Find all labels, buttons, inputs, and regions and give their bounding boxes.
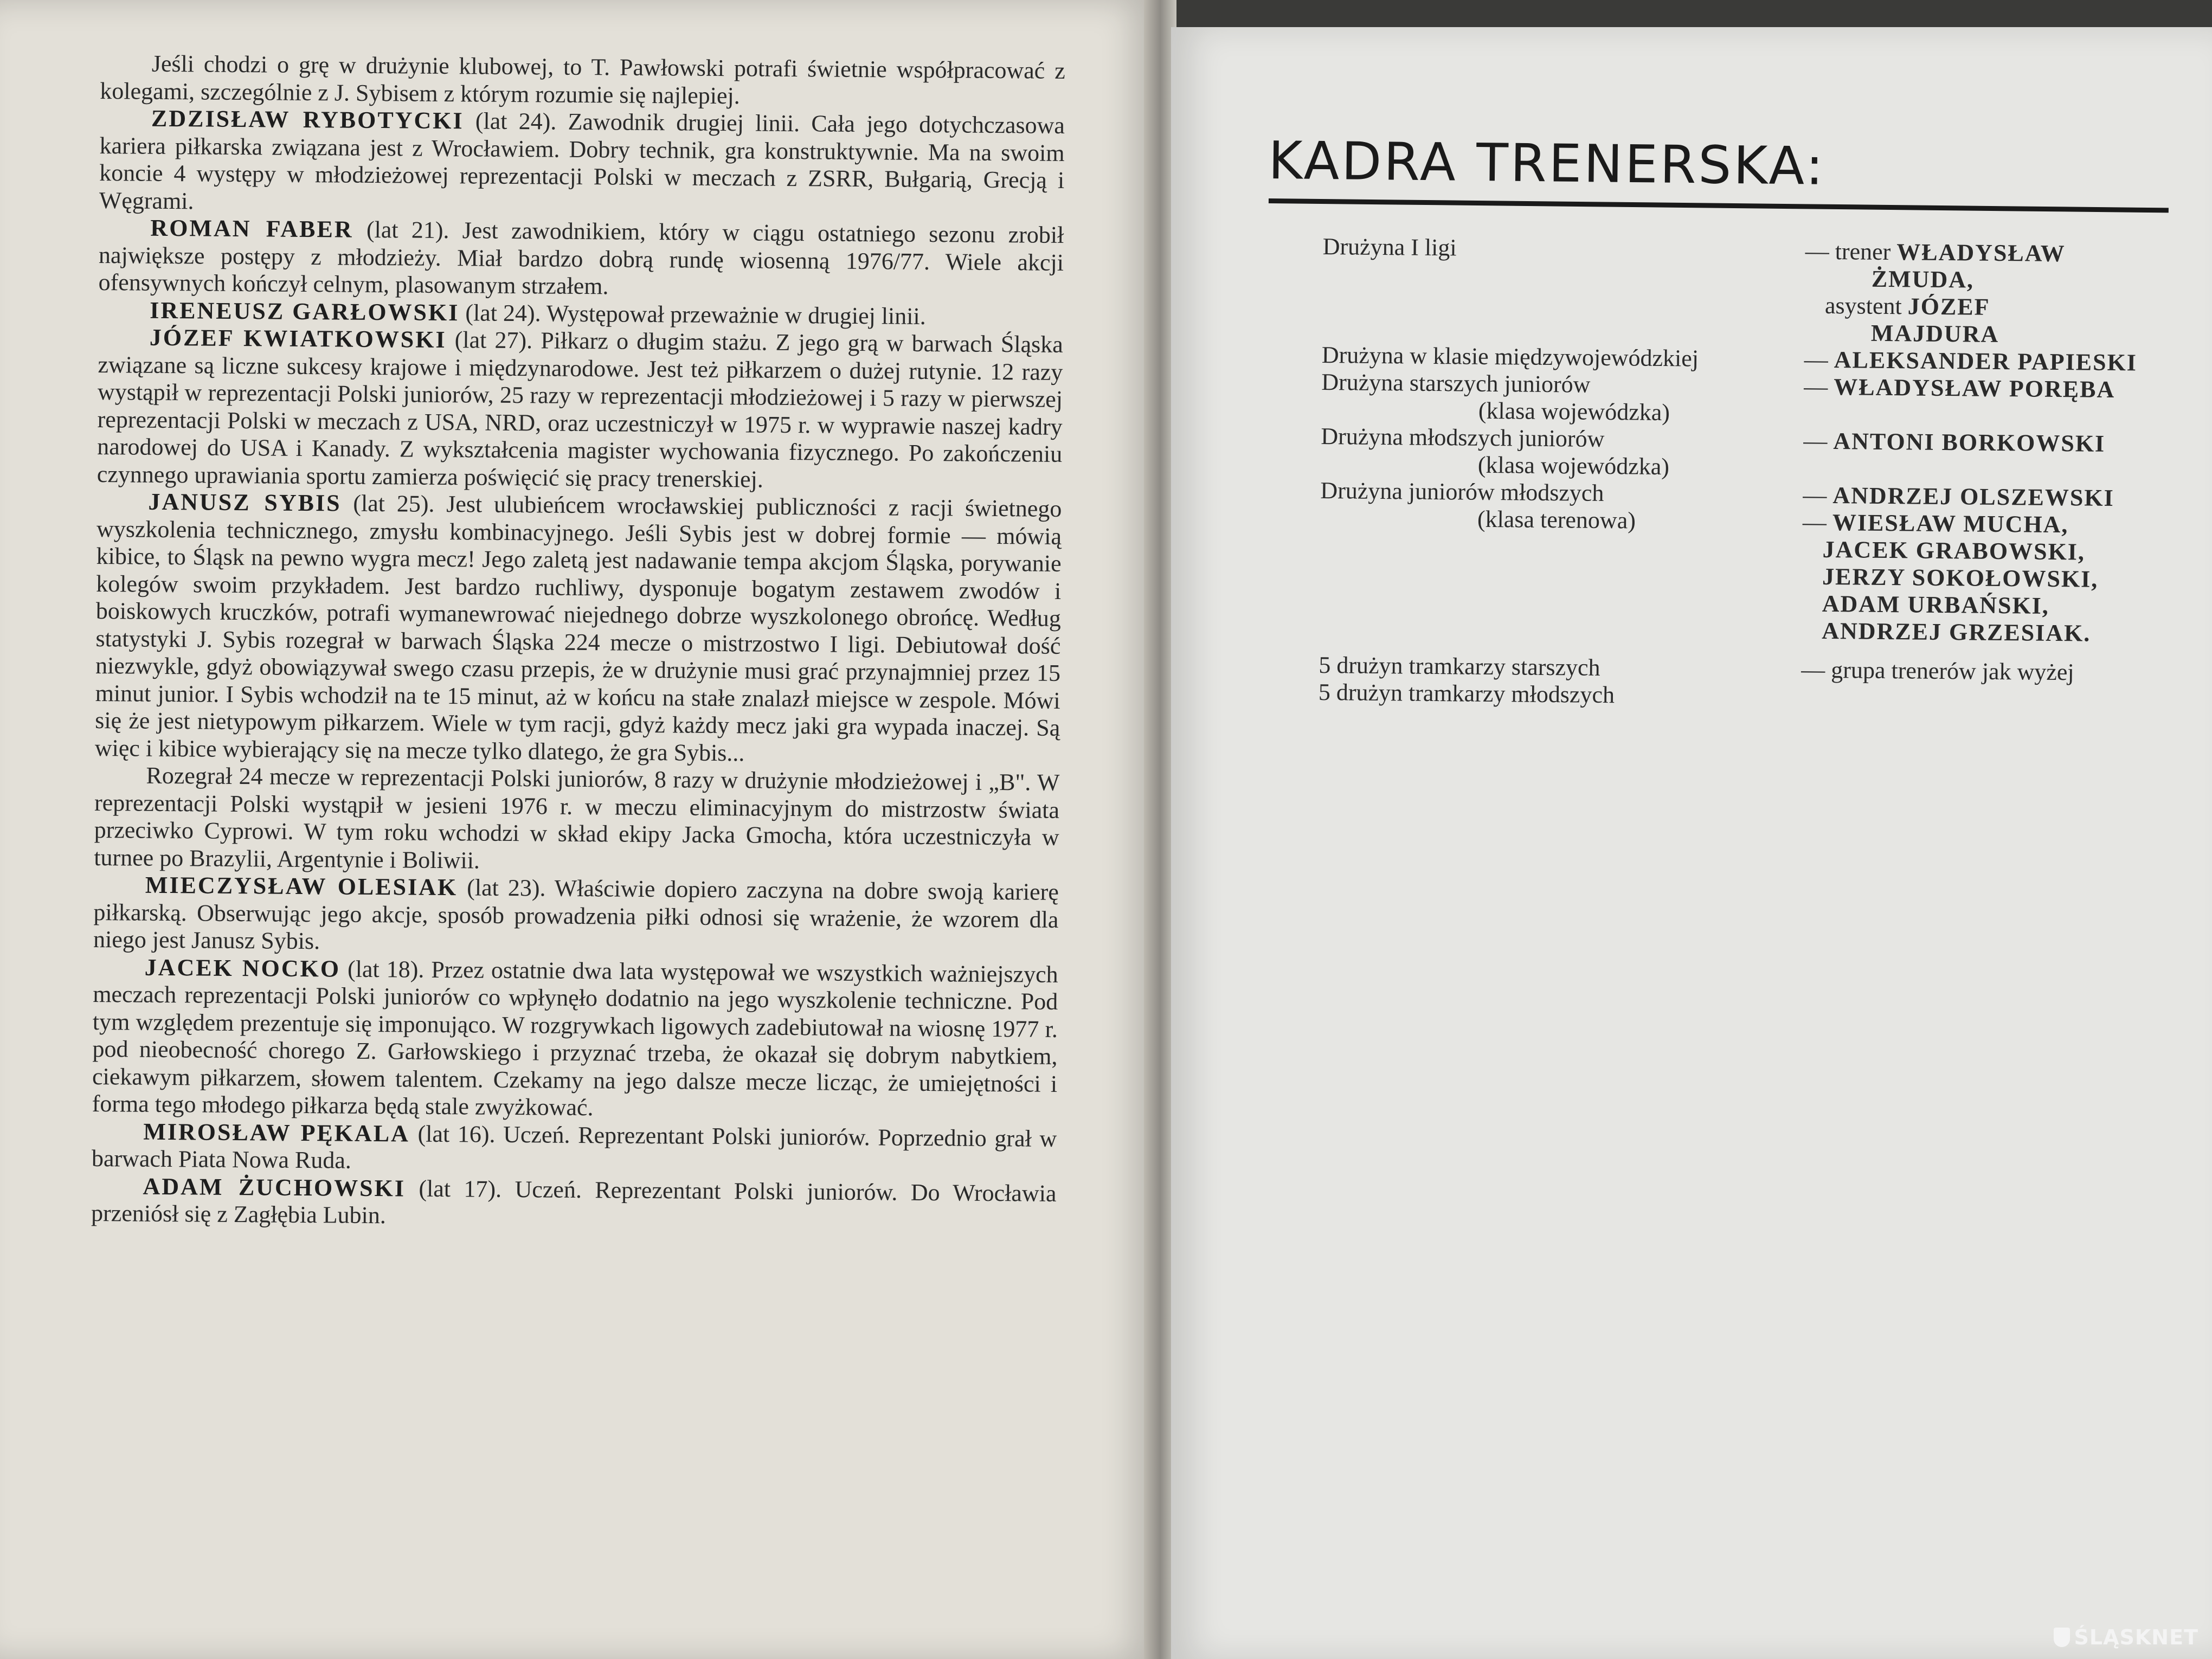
bio-paragraph <box>100 50 1065 112</box>
team-name: Drużyna juniorów młodszych <box>1320 477 1604 506</box>
coaching-staff-list <box>1319 233 2212 715</box>
team-name <box>1319 586 1784 617</box>
coach-name: ADAM URBAŃSKI, <box>1822 590 2050 619</box>
bio-text: (lat 25). Jest ulubieńcem wrocławskiej publiczności z racji świetnego wyszkolenia technicznego, zmysłu kombinacyjnego. Jeśli Sybis jest w dobrej formie — mówią kibice, to Śląsk na pewno wygra mecz! Jego zaletą jest nadawanie tempa akcjom Śląska, porywanie kolegów swoim przykładem. Jest bardzo ruchliwy, dysponuje bogatym zestawem zwodów i boiskowych kruczków, potrafi wymanewrować niejednego dobrze wyszkolonego obrońcę. Według statystyki J. Sybis rozegrał w barwach Śląska 224 mecze o mistrzostwo I ligi. Debiutował dość niezwykle, gdyż obowiązywał swego czasu przepis, że w drużynie musi grać przynajmniej przez 15 minut junior. I Sybis wchodził na te 15 minut, aż w końcu na stałe znalazł miejsce w zespole. Mówi się że jest nietypowym piłkarzem. Wiele w tym racji, gdyż każdy mecz jaki gra wypada inaczej. Są więc i kibice wybierający się na mecze tylko dlatego, że gra Sybis... <box>94 490 1062 766</box>
coach-prefix: — <box>1803 427 1834 455</box>
bio-text: (lat 27). Piłkarz o długim stażu. Z jego grą w barwach Śląska związane są liczne sukcesy krajowe i międzynarodowe. Jest też piłkarzem o dużej rutynie. 12 razy wystąpił w reprezentacji Polski juniorów, 25 razy w reprezentacji młodzieżowej i 5 razy w pierwszej reprezentacji Polski w meczach z USA, NRD, oraz uczestniczył w 1975 r. w wyprawie naszej kadry narodowej do USA i Kanady. Z wykształcenia magister wychowania fizycznego. Po zakończeniu czynnego uprawiania sportu zamierza poświęcić się pracy trenerskiej. <box>97 326 1063 493</box>
team-class: (klasa wojewódzka) <box>1478 397 1670 426</box>
bio-text: (lat 16). Uczeń. Reprezentant Polski juniorów. Poprzednio grał w barwach Piata Nowa Ruda. <box>91 1120 1057 1174</box>
coach-cell <box>1803 455 2204 486</box>
coach-name: JÓZEF <box>1907 293 1990 320</box>
coach-name: JACEK GRABOWSKI, <box>1822 536 2086 565</box>
team-name <box>1320 558 1785 590</box>
bio-text: Jeśli chodzi o grę w drużynie klubowej, to T. Pawłowski potrafi świetnie współpracować z kolegami, szczególnie z J. Sybisem z którym rozumie się najlepiej. <box>100 50 1065 109</box>
player-name: MIROSŁAW PĘKALA <box>143 1118 410 1147</box>
coach-name: JERZY SOKOŁOWSKI, <box>1822 563 2099 593</box>
team-name <box>1320 504 1803 536</box>
bio-paragraph <box>99 105 1065 222</box>
coach-prefix: — grupa trenerów jak wyżej <box>1801 656 2074 686</box>
team-name <box>1322 314 1731 345</box>
coach-prefix: — trener <box>1805 237 1897 266</box>
team-name <box>1320 531 1785 563</box>
coach-cell <box>1801 684 2202 715</box>
bio-paragraph <box>92 1117 1057 1180</box>
team-name: 5 drużyn tramkarzy młodszych <box>1318 678 1615 709</box>
coach-cell <box>1787 292 2211 323</box>
coach-prefix: — <box>1804 373 1834 401</box>
team-class: (klasa terenowa) <box>1477 505 1636 534</box>
watermark-text: ŚLĄSKNET <box>2074 1625 2198 1649</box>
team-name: Drużyna młodszych juniorów <box>1321 422 1605 453</box>
coach-cell <box>1804 401 2205 432</box>
bio-text: (lat 17). Uczeń. Reprezentant Polski juniorów. Do Wrocławia przeniósł się z Zagłębia Lubin. <box>91 1174 1057 1229</box>
coach-name: ŻMUDA, <box>1871 265 1975 293</box>
coach-name: MAJDURA <box>1870 319 1999 348</box>
player-name: JACEK NOCKO <box>144 954 341 982</box>
coach-cell <box>1804 374 2205 404</box>
coach-cell <box>1784 536 2209 567</box>
team-name: 5 drużyn tramkarzy starszych <box>1319 651 1600 681</box>
bio-text: (lat 23). Właściwie dopiero zaczyna na dobre swoją karierę piłkarską. Obserwując jego akcje, sposób prowadzenia piłki odnosi się wrażenie, że wzorem dla niego jest Janusz Sybis. <box>93 874 1059 955</box>
bio-paragraph <box>95 488 1062 769</box>
bio-paragraph <box>97 324 1063 496</box>
bio-paragraph <box>91 1172 1057 1234</box>
coach-cell <box>1801 657 2202 687</box>
team-name: Drużyna starszych juniorów <box>1321 368 1591 398</box>
coach-cell <box>1784 563 2209 594</box>
coach-cell <box>1732 264 2212 295</box>
player-bios <box>91 50 1065 1234</box>
bio-text: (lat 21). Jest zawodnikiem, który w ciągu ostatniego sezonu zrobił największe postępy z młodzieży. Miał bardzo dobrą rundę wiosenną 1976/77. Wiele akcji ofensywnych kończył celnym, plasowanym strzałem. <box>98 216 1064 300</box>
coach-prefix: — <box>1804 346 1835 374</box>
coach-cell <box>1804 346 2205 377</box>
team-name <box>1319 613 1784 644</box>
coach-prefix: — <box>1802 509 1833 536</box>
player-name: ADAM ŻUCHOWSKI <box>143 1173 406 1201</box>
coach-cell <box>1784 590 2208 621</box>
team-name <box>1321 396 1804 428</box>
coach-cell <box>1731 318 2211 350</box>
bio-text: Rozegrał 24 mecze w reprezentacji Polski juniorów, 8 razy w drużynie młodzieżowej i „B". W reprezentacji Polski wystąpił w jesieni 1976 r. w meczu eliminacyjnym do mistrzostw świata przeciwko Cyprowi. W tym roku wchodzi w skład ekipy Jacka Gmocha, która uczestniczyła w turnee po Brazylii, Argentynie i Boliwii. <box>94 762 1060 874</box>
team-name <box>1322 260 1732 291</box>
team-name <box>1321 450 1803 482</box>
team-name: Drużyna I ligi <box>1322 233 1457 261</box>
coach-cell <box>1805 238 2206 269</box>
bio-paragraph <box>93 871 1059 961</box>
player-name: MIECZYSŁAW OLESIAK <box>145 871 458 901</box>
bio-paragraph <box>92 953 1058 1125</box>
coach-cell <box>1803 482 2204 513</box>
right-page <box>1171 27 2212 1659</box>
coach-name: ANDRZEJ OLSZEWSKI <box>1832 482 2114 512</box>
coach-name: WIESŁAW MUCHA, <box>1832 509 2069 538</box>
coach-prefix: asystent <box>1824 292 1908 320</box>
bio-paragraph <box>98 214 1064 304</box>
bio-text: (lat 18). Przez ostatnie dwa lata występował we wszystkich ważniejszych meczach reprezentacji Polski juniorów co wpłynęło dodatnio na jego wyszkolenie techniczne. Pod tym względem prezentuje się imponująco. W rozgrywkach ligowych zadebiutował na wiosnę 1977 r. pod nieobecność chorego Z. Garłowskiego i przyznać trzeba, że okazał się dobrym nabytkiem, ciekawym piłkarzem, słowem talentem. Czekamy na jego dalsze mecze licząc, że umiejętności i forma tego młodego piłkarza będą stale zwyżkować. <box>92 955 1058 1121</box>
coach-cell <box>1803 428 2204 459</box>
bio-text: (lat 24). Występował przeważnie w drugiej linii. <box>459 299 926 330</box>
bio-paragraph <box>94 762 1060 879</box>
watermark <box>2054 1625 2199 1649</box>
player-name: IRENEUSZ GARŁOWSKI <box>150 297 460 326</box>
coach-cell <box>1784 617 2208 648</box>
shield-icon <box>2054 1628 2070 1647</box>
title-underline <box>1269 198 2169 213</box>
team-class: (klasa wojewódzka) <box>1477 451 1670 480</box>
coach-cell <box>1803 509 2204 540</box>
coach-prefix: — <box>1803 481 1833 509</box>
player-name: JANUSZ SYBIS <box>148 488 342 517</box>
coach-name: ANDRZEJ GRZESIAK. <box>1822 617 2091 647</box>
page-title: KADRA TRENERSKA: <box>1268 130 1826 197</box>
player-name: JÓZEF KWIATKOWSKI <box>149 324 447 353</box>
coach-name: WŁADYSŁAW <box>1896 239 2066 267</box>
coach-name: ALEKSANDER PAPIESKI <box>1834 346 2138 376</box>
coach-name: WŁADYSŁAW PORĘBA <box>1834 374 2115 403</box>
player-name: ZDZISŁAW RYBOTYCKI <box>151 105 464 134</box>
team-name <box>1322 287 1787 319</box>
coach-name: ANTONI BORKOWSKI <box>1833 428 2106 457</box>
bio-text: (lat 24). Zawodnik drugiej linii. Cała jego dotychczasowa kariera piłkarska związana jest z Wrocławiem. Dobry technik, gra konstruktywnie. Ma na swoim koncie 4 występy w młodzieżowej reprezentacji Polski w meczach z ZSRR, Bułgarią, Grecją i Węgrami. <box>99 107 1065 214</box>
player-name: ROMAN FABER <box>150 214 353 243</box>
team-name: Drużyna w klasie międzywojewódzkiej <box>1321 341 1699 372</box>
